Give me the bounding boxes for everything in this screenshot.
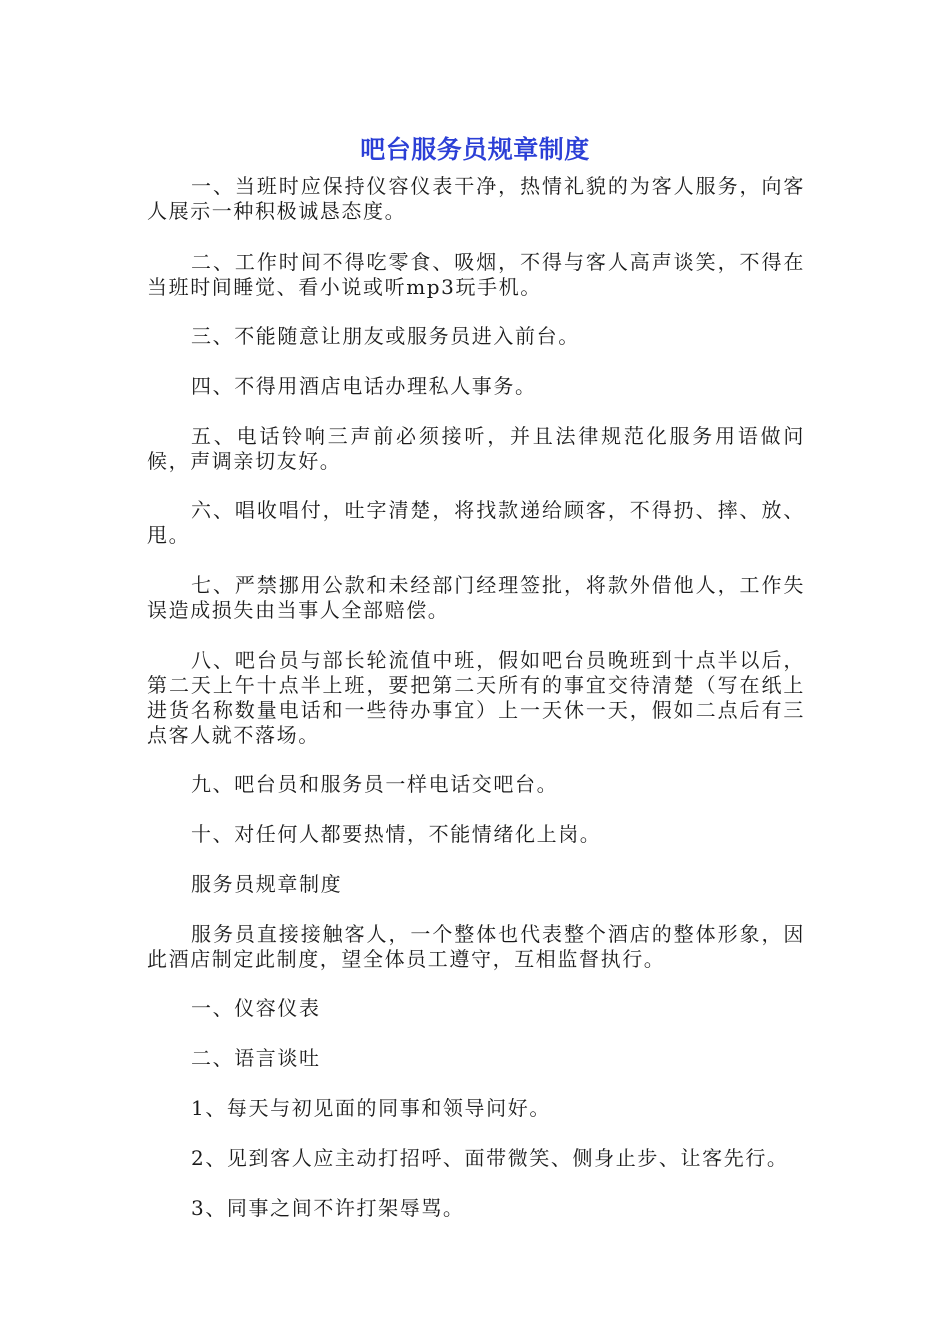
list-item-2: 2、见到客人应主动打招呼、面带微笑、侧身止步、让客先行。: [191, 1146, 789, 1170]
paragraph-4: 四、不得用酒店电话办理私人事务。: [191, 374, 537, 398]
subheading-appearance: 一、仪容仪表: [191, 996, 321, 1020]
paragraph-2: 二、工作时间不得吃零食、吸烟，不得与客人高声谈笑，不得在当班时间睡觉、看小说或听mp3玩手机。: [147, 250, 805, 299]
paragraph-8: 八、吧台员与部长轮流值中班，假如吧台员晚班到十点半以后，第二天上午十点半上班，要把第二天所有的事宜交待清楚（写在纸上进货名称数量电话和一些待办事宜）上一天休一天，假如二点后有三点客人就不落场。: [147, 648, 805, 747]
paragraph-6: 六、唱收唱付，吐字清楚，将找款递给顾客，不得扔、摔、放、甩。: [147, 498, 805, 547]
document-title: 吧台服务员规章制度: [360, 135, 590, 164]
list-item-1: 1、每天与初见面的同事和领导问好。: [191, 1096, 551, 1120]
paragraph-9: 九、吧台员和服务员一样电话交吧台。: [191, 772, 559, 796]
paragraph-5: 五、电话铃响三声前必须接听，并且法律规范化服务用语做问候，声调亲切友好。: [147, 424, 805, 473]
paragraph-7: 七、严禁挪用公款和未经部门经理签批，将款外借他人，工作失误造成损失由当事人全部赔偿。: [147, 573, 805, 622]
list-item-3: 3、同事之间不许打架辱骂。: [191, 1196, 465, 1220]
paragraph-intro: 服务员直接接触客人，一个整体也代表整个酒店的整体形象，因此酒店制定此制度，望全体员工遵守，互相监督执行。: [147, 922, 805, 971]
paragraph-3: 三、不能随意让朋友或服务员进入前台。: [191, 324, 580, 348]
paragraph-1: 一、当班时应保持仪容仪表干净，热情礼貌的为客人服务，向客人展示一种积极诚恳态度。: [147, 174, 805, 223]
subheading-speech: 二、语言谈吐: [191, 1046, 321, 1070]
paragraph-10: 十、对任何人都要热情，不能情绪化上岗。: [191, 822, 602, 846]
section-heading-staff-rules: 服务员规章制度: [191, 872, 343, 896]
